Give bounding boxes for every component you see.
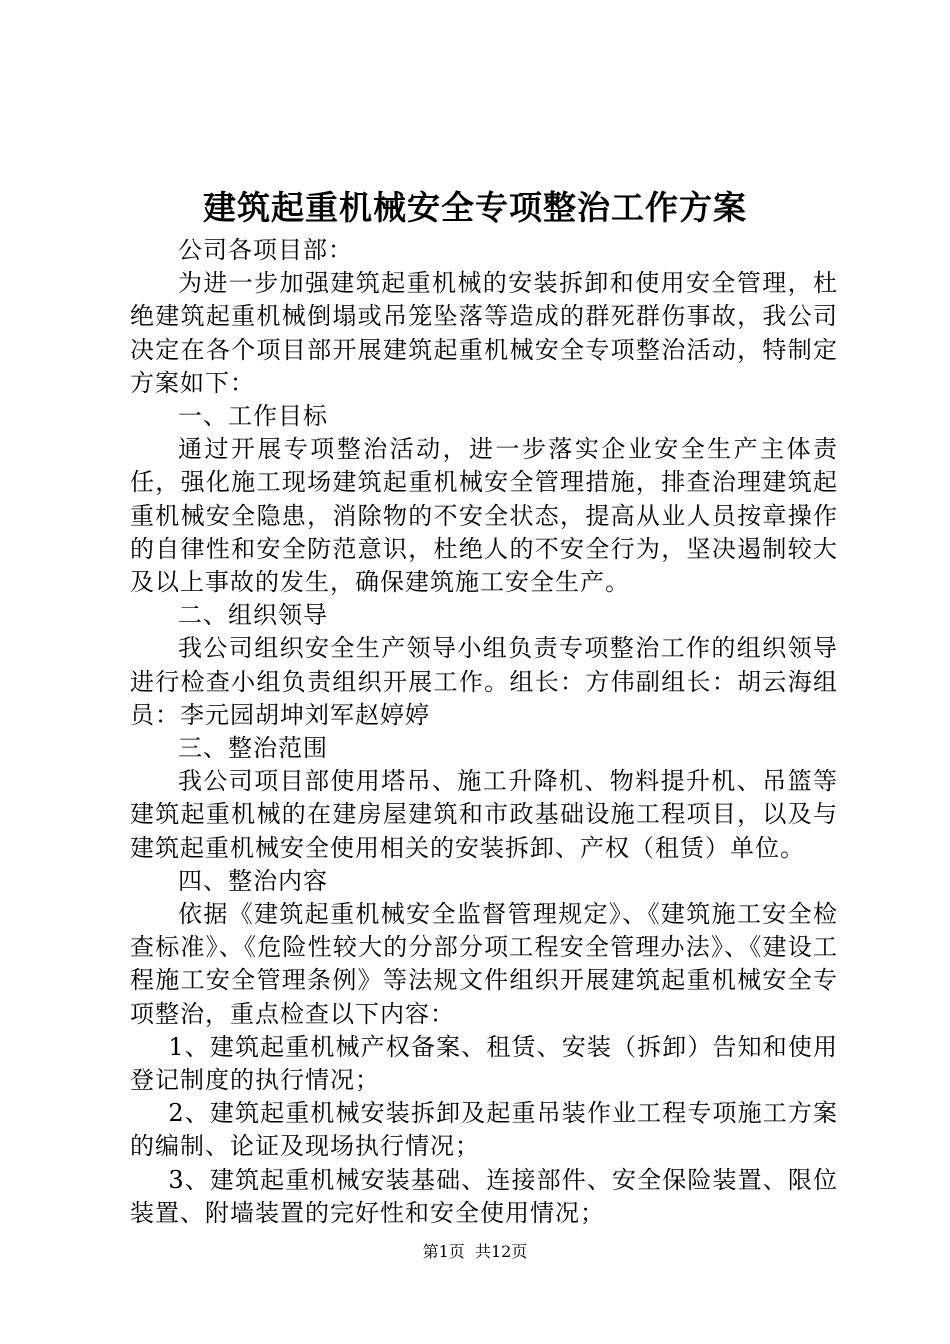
scope-paragraph: 我公司项目部使用塔吊、施工升降机、物料提升机、吊篮等建筑起重机械的在建房屋建筑和市政基础设施工程项目，以及与建筑起重机械安全使用相关的安装拆卸、产权（租赁）单位。 [130,767,838,862]
page-footer [0,1242,950,1262]
section-heading-organization: 二、组织领导 [178,601,328,630]
content-item-1: 1、建筑起重机械产权备案、租赁、安装（拆卸）告知和使用登记制度的执行情况； [130,1032,838,1095]
goals-paragraph: 通过开展专项整治活动，进一步落实企业安全生产主体责任，强化施工现场建筑起重机械安全管理措施，排查治理建筑起重机械安全隐患，消除物的不安全状态，提高从业人员按章操作的自律性和安全防范意识，杜绝人的不安全行为，坚决遏制较大及以上事故的发生，确保建筑施工安全生产。 [130,435,838,597]
document-body [130,234,838,1230]
salutation: 公司各项目部： [178,236,353,264]
content-item-2: 2、建筑起重机械安装拆卸及起重吊装作业工程专项施工方案的编制、论证及现场执行情况； [130,1099,838,1161]
section-heading-scope: 三、整治范围 [178,734,328,763]
page-number: 第1页 [422,1242,465,1261]
page-total: 共12页 [474,1242,528,1261]
content-paragraph: 依据《建筑起重机械安全监督管理规定》、《建筑施工安全检查标准》、《危险性较大的分部分项工程安全管理办法》、《建设工程施工安全管理条例》等法规文件组织开展建筑起重机械安全专项整治，重点检查以下内容： [130,900,838,1028]
section-heading-content: 四、整治内容 [178,866,328,895]
organization-paragraph: 我公司组织安全生产领导小组负责专项整治工作的组织领导进行检查小组负责组织开展工作。组长：方伟副组长：胡云海组员：李元园胡坤刘军赵婷婷 [130,634,838,729]
section-heading-goals: 一、工作目标 [178,402,328,431]
intro-paragraph: 为进一步加强建筑起重机械的安装拆卸和使用安全管理，杜绝建筑起重机械倒塌或吊笼坠落等造成的群死群伤事故，我公司决定在各个项目部开展建筑起重机械安全专项整治活动，特制定方案如下： [130,269,838,397]
content-item-3: 3、建筑起重机械安装基础、连接部件、安全保险装置、限位装置、附墙装置的完好性和安全使用情况； [130,1165,838,1227]
document-title: 建筑起重机械安全专项整治工作方案 [203,188,747,227]
